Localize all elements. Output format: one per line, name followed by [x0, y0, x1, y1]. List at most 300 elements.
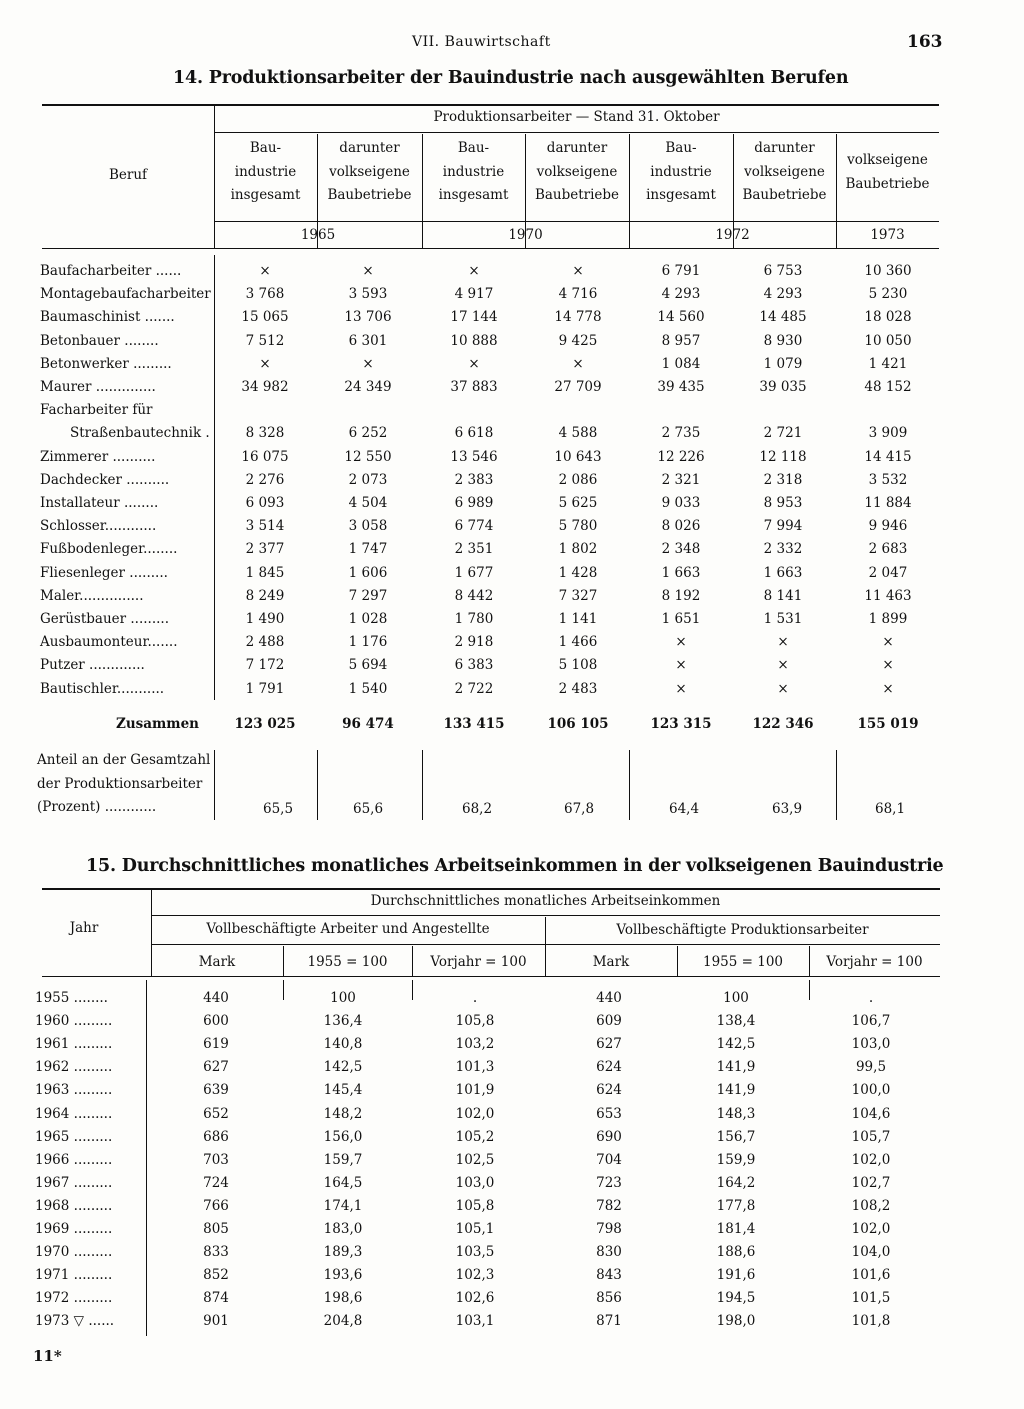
table14-cell: ×	[882, 680, 894, 697]
table15-cell: 177,8	[716, 1197, 756, 1214]
table15-cell: 102,0	[851, 1151, 891, 1168]
table14-cell: 6 252	[348, 425, 388, 442]
table14-cell: 9 946	[868, 518, 908, 535]
table14-cell: 1 651	[661, 611, 701, 627]
table15-cell: 805	[203, 1221, 229, 1237]
table15-cell: 724	[203, 1174, 229, 1191]
table14-column-header: volkseigene	[536, 163, 618, 180]
table14-stub-header: Beruf	[108, 167, 148, 183]
table15-row-year: 1970 .........	[35, 1244, 113, 1261]
table14-column-header: Baubetriebe	[742, 187, 827, 203]
table15-row-year: 1961 .........	[35, 1036, 113, 1053]
table14-cell: 4 504	[348, 495, 388, 511]
table14-total-cell: 123 025	[234, 716, 296, 732]
table14-cell: 8 442	[454, 587, 494, 604]
table15-cell: 852	[203, 1267, 229, 1284]
table14-row-label: Dachdecker ..........	[40, 471, 170, 488]
table15-cell: 901	[203, 1313, 229, 1330]
table14-cell: 1 845	[245, 564, 285, 581]
table15-cell: .	[472, 990, 478, 1006]
table14-cell: 6 989	[454, 495, 494, 511]
table14-row-label: Montagebaufacharbeiter	[40, 286, 211, 303]
table14-cell: 16 075	[241, 448, 289, 465]
table14-cell: 2 348	[661, 541, 701, 558]
table15-cell: 142,5	[323, 1059, 363, 1076]
table14-body-vline	[214, 255, 215, 700]
table14-group-header: Produktionsarbeiter — Stand 31. Oktober	[433, 109, 720, 125]
table14-cell: 8 026	[661, 518, 701, 535]
table14-cell: 7 512	[245, 332, 285, 349]
table14-cell: 2 073	[348, 471, 388, 488]
table14-cell: 14 560	[657, 309, 705, 326]
table15-cell: 843	[596, 1267, 622, 1284]
table14-row-label: Zimmerer ..........	[40, 448, 156, 465]
table15-subcolumn-header: 1955 = 100	[307, 954, 388, 970]
table14-row-label: Maurer ..............	[40, 379, 156, 395]
table14-cell: 3 593	[348, 286, 388, 303]
table15-cell: 148,2	[323, 1105, 363, 1122]
table14-cell: 5 625	[558, 495, 598, 511]
table14-cell: 48 152	[864, 379, 912, 395]
table14-cell: 13 546	[450, 448, 498, 465]
table14-share-vline	[836, 750, 837, 820]
chapter-title: VII. Bauwirtschaft	[412, 34, 551, 50]
table14-cell: ×	[675, 634, 687, 651]
table14-column-header: darunter	[339, 140, 400, 156]
table15-cell: 193,6	[323, 1267, 363, 1284]
table14-total-cell: 106 105	[547, 716, 609, 732]
table14-total-cell: 122 346	[752, 716, 814, 732]
table15-subcolumn-header: Vorjahr = 100	[826, 954, 923, 970]
table15-cell: 188,6	[716, 1244, 756, 1261]
table14-cell: ×	[882, 634, 894, 651]
table15-cell: 204,8	[323, 1313, 363, 1330]
table14-cell: 13 706	[344, 309, 392, 326]
table14-row-label: Baufacharbeiter ......	[40, 263, 182, 279]
table14-share-vline	[317, 750, 318, 820]
table15-row-year: 1969 .........	[35, 1221, 113, 1237]
table15-cell: 102,6	[455, 1290, 495, 1307]
table14-cell: ×	[675, 657, 687, 674]
table14-cell: 2 377	[245, 541, 285, 558]
table15-cell: 108,2	[851, 1197, 891, 1214]
table15-cell: 183,0	[323, 1221, 363, 1237]
table15-cell: 106,7	[851, 1013, 891, 1030]
table14-cell: 2 683	[868, 541, 908, 558]
table15-cell: 830	[596, 1244, 622, 1261]
table14-cell: 2 318	[763, 471, 803, 488]
table15-cell: 627	[203, 1059, 229, 1076]
table14-cell: ×	[468, 263, 480, 279]
table14-column-header: industrie	[442, 163, 505, 180]
table15-cell: 690	[596, 1128, 622, 1145]
table14-cell: 34 982	[241, 379, 289, 395]
table14-cell: 15 065	[241, 309, 289, 326]
table14-cell: 5 780	[558, 518, 598, 535]
table14-cell: 2 735	[661, 425, 701, 442]
table14-column-header: Baubetriebe	[534, 187, 620, 203]
table15-row-year: 1963 .........	[35, 1082, 113, 1099]
table15-subcolumn-header: 1955 = 100	[702, 954, 784, 970]
table14-column-header: Baubetriebe	[845, 175, 930, 192]
table15-row-year: 1973 ▽ ......	[35, 1313, 115, 1330]
table14-column-header: volkseigene	[847, 152, 928, 168]
table14-cell: 27 709	[554, 379, 602, 395]
table15-cell: 624	[596, 1082, 622, 1099]
table14-column-header: Baubetriebe	[327, 187, 412, 203]
table14-year-header: 1972	[715, 227, 750, 243]
table15-cell: 174,1	[323, 1197, 363, 1214]
table15-row-year: 1962 .........	[35, 1059, 113, 1076]
table15-cell: 100	[723, 990, 749, 1006]
table15-top-rule	[42, 888, 940, 890]
table14-cell: ×	[675, 680, 687, 697]
table14-year-header: 1965	[300, 227, 336, 243]
table15-cell: 194,5	[716, 1290, 756, 1307]
table14-total-cell: 133 415	[443, 716, 505, 732]
table14-column-header: insgesamt	[646, 187, 716, 203]
table15-cell: 101,5	[851, 1290, 891, 1307]
table14-cell: 4 588	[558, 425, 598, 442]
table15-cell: 164,5	[323, 1174, 363, 1191]
table15-cell: .	[868, 990, 874, 1006]
table15-cell: 766	[203, 1197, 229, 1214]
table15-group-header: Vollbeschäftigte Produktionsarbeiter	[616, 922, 869, 938]
table15-cell: 198,6	[323, 1290, 363, 1307]
table15-cell: 105,8	[455, 1013, 495, 1030]
table15-cell: 798	[596, 1221, 622, 1237]
table14-cell: 18 028	[864, 309, 912, 326]
table14-cell: ×	[362, 263, 374, 279]
table14-cell: 10 888	[450, 332, 498, 349]
table15-cell: 105,7	[851, 1128, 891, 1145]
table14-cell: 1 780	[454, 611, 494, 627]
table14-row-label: Straßenbautechnik .	[70, 425, 210, 442]
table14-column-header: volkseigene	[329, 163, 410, 180]
table14-year-header: 1970	[508, 227, 543, 243]
table15-cell: 138,4	[716, 1013, 756, 1030]
table15-cell: 833	[203, 1244, 229, 1261]
table14-cell: 24 349	[344, 379, 392, 395]
table15-group-header: Vollbeschäftigte Arbeiter und Angestellte	[206, 921, 490, 937]
table14-cell: 4 716	[558, 286, 598, 303]
table15-body-vline	[283, 980, 284, 1000]
table15-cell: 189,3	[323, 1244, 363, 1261]
table15-cell: 104,6	[851, 1105, 891, 1122]
table14-share-cell: 63,9	[772, 801, 803, 817]
table14-column-header: darunter	[754, 140, 815, 156]
table14-cell: 1 791	[245, 680, 285, 697]
table15-cell: 652	[203, 1105, 229, 1122]
table15-row-year: 1960 .........	[35, 1013, 113, 1030]
table14-cell: 2 047	[868, 564, 908, 581]
table15-cell: 723	[596, 1174, 622, 1191]
table15-cell: 619	[203, 1036, 229, 1053]
table14-cell: ×	[259, 263, 271, 279]
table14-cell: 1 466	[558, 634, 598, 651]
table14-cell: 12 226	[657, 448, 705, 465]
table15-row-year: 1964 .........	[35, 1105, 113, 1122]
table14-cell: 7 297	[348, 587, 388, 604]
table15-top-header-rule	[151, 915, 940, 916]
table14-cell: 2 918	[454, 634, 494, 651]
table15-cell: 164,2	[716, 1174, 756, 1191]
table14-cell: 6 791	[661, 263, 701, 279]
table15-row-year: 1968 .........	[35, 1197, 113, 1214]
table15-cell: 104,0	[851, 1244, 891, 1261]
table15-cell: 99,5	[855, 1059, 887, 1076]
table14-cell: 8 953	[763, 495, 803, 511]
table14-cell: 2 383	[454, 471, 494, 488]
table14-cell: 1 663	[763, 564, 803, 581]
table15-stub-header: Jahr	[69, 920, 99, 936]
table15-cell: 140,8	[323, 1036, 363, 1053]
table14-column-header: industrie	[650, 163, 712, 180]
table14-cell: 6 774	[454, 518, 494, 535]
table14-row-label: Fußbodenleger........	[40, 541, 178, 558]
table14-row-label: Baumaschinist .......	[40, 309, 175, 326]
table14-cell: ×	[777, 634, 789, 651]
table14-share-cell: 64,4	[669, 801, 700, 817]
table15-cell: 627	[596, 1036, 622, 1053]
table14-total-cell: 155 019	[857, 716, 919, 732]
table14-cell: 1 531	[763, 611, 803, 627]
table15-cell: 181,4	[716, 1221, 756, 1237]
table15-cell: 141,9	[716, 1059, 756, 1076]
table15-body-vline	[412, 980, 413, 1000]
table15-cell: 103,0	[455, 1174, 495, 1191]
table14-row-label: Maler...............	[40, 587, 144, 604]
table15-cell: 159,9	[716, 1151, 756, 1168]
table14-row-label: Putzer .............	[40, 657, 145, 674]
table14-total-label: Zusammen	[116, 716, 199, 732]
table14-cell: 1 428	[558, 564, 598, 581]
table15-cell: 102,0	[851, 1221, 891, 1237]
table14-column-header: industrie	[234, 163, 297, 180]
table14-cell: 10 360	[864, 263, 912, 279]
table15-row-year: 1967 .........	[35, 1174, 113, 1191]
table14-cell: 8 192	[661, 587, 701, 604]
table14-column-header: Bau-	[665, 140, 697, 156]
table15-cell: 653	[596, 1105, 622, 1122]
table14-cell: 7 172	[245, 657, 285, 674]
table15-cell: 105,1	[455, 1221, 495, 1237]
table15-subcolumn-header: Vorjahr = 100	[430, 954, 527, 970]
table14-cell: 1 141	[558, 611, 598, 627]
table14-cell: 1 899	[868, 611, 908, 627]
table14-cell: ×	[777, 657, 789, 674]
table15-cell: 103,5	[455, 1244, 495, 1261]
table15-cell: 159,7	[323, 1151, 363, 1168]
table15-cell: 191,6	[716, 1267, 756, 1284]
table15-cell: 703	[203, 1151, 229, 1168]
table14-cell: 3 768	[245, 286, 285, 303]
table14-top-rule	[42, 104, 939, 106]
table14-cell: 1 540	[348, 680, 388, 697]
table15-cell: 101,9	[455, 1082, 495, 1099]
table15-cell: 142,5	[716, 1036, 756, 1053]
table14-column-header: Bau-	[457, 140, 490, 156]
table14-column-header: volkseigene	[744, 163, 825, 180]
table15-cell: 100	[330, 990, 356, 1006]
table14-cell: 11 884	[864, 495, 912, 511]
table15-cell: 141,9	[716, 1082, 756, 1099]
table14-cell: 4 293	[763, 286, 803, 303]
table14-cell: 6 093	[245, 495, 285, 511]
sheet-signature: 11*	[33, 1347, 62, 1365]
table15-cell: 704	[596, 1151, 622, 1168]
table14-cell: ×	[572, 355, 584, 372]
table14-row-label: Facharbeiter für	[40, 402, 153, 419]
table15-cell: 639	[203, 1082, 229, 1099]
table14-cell: 2 086	[558, 471, 598, 488]
table14-cell: 3 909	[868, 425, 908, 442]
table14-head-bottom-rule	[42, 248, 939, 249]
table14-cell: 4 917	[454, 286, 494, 303]
table15-cell: 874	[203, 1290, 229, 1307]
table14-row-label: Installateur ........	[40, 495, 159, 511]
table14-column-header: darunter	[546, 140, 608, 156]
table14-row-label: Ausbaumonteur.......	[40, 634, 178, 651]
table14-cell: 14 415	[864, 448, 912, 465]
table14-cell: 4 293	[661, 286, 701, 303]
table14-cell: 6 383	[454, 657, 494, 674]
table15-cell: 101,6	[851, 1267, 891, 1284]
table14-cell: ×	[468, 355, 480, 372]
table14-total-cell: 123 315	[650, 716, 712, 732]
table14-group-rule	[214, 132, 939, 133]
table14-cell: 6 618	[454, 425, 494, 442]
table15-top-header: Durchschnittliches monatliches Arbeitseinkommen	[370, 893, 721, 909]
table14-cell: 1 421	[868, 355, 908, 372]
table14-cell: 1 802	[558, 541, 598, 558]
table14-cell: 2 321	[661, 471, 701, 488]
table15-cell: 440	[203, 990, 229, 1006]
table15-cell: 101,3	[455, 1059, 495, 1076]
table14-cell: 1 079	[763, 355, 803, 372]
table15-cell: 686	[203, 1128, 229, 1145]
page-number: 163	[907, 32, 943, 52]
table14-cell: 8 328	[245, 425, 285, 442]
table14-cell: ×	[259, 355, 271, 372]
table14-cell: 3 058	[348, 518, 388, 535]
table14-cell: 1 176	[348, 634, 388, 651]
table14-cell: ×	[882, 657, 894, 674]
table14-row-label: Betonwerker .........	[40, 355, 172, 372]
table15-cell: 103,0	[851, 1036, 891, 1053]
table14-cell: 39 035	[759, 379, 807, 395]
table14-cell: 8 957	[661, 332, 701, 349]
table14-cell: 1 663	[661, 564, 701, 581]
table15-cell: 101,8	[851, 1313, 891, 1330]
table15-cell: 782	[596, 1197, 622, 1214]
table14-share-cell: 68,1	[875, 801, 906, 817]
table14-cell: 1 490	[245, 611, 285, 627]
table14-share-cell: 65,6	[353, 801, 384, 817]
table15-subcolumn-header: Mark	[592, 954, 630, 970]
table14-cell: ×	[362, 355, 374, 372]
table14-cell: 5 108	[558, 657, 598, 674]
table14-cell: 2 483	[558, 680, 598, 697]
table14-title: 14. Produktionsarbeiter der Bauindustrie nach ausgewählten Berufen	[173, 68, 849, 88]
table14-cell: 9 425	[558, 332, 598, 349]
table15-cell: 145,4	[323, 1082, 363, 1099]
table14-cell: ×	[572, 263, 584, 279]
table14-cell: 8 930	[763, 332, 803, 349]
table14-cell: 12 550	[344, 448, 392, 465]
table14-share-cell: 65,5	[263, 801, 294, 817]
table14-share-label: (Prozent) ............	[37, 799, 157, 815]
table15-cell: 105,8	[455, 1197, 495, 1214]
table14-cell: 1 747	[348, 541, 388, 558]
table15-cell: 102,3	[455, 1267, 495, 1284]
table14-cell: 3 532	[868, 471, 908, 488]
table15-row-year: 1972 .........	[35, 1290, 113, 1307]
table14-cell: 39 435	[657, 379, 705, 395]
table15-cell: 156,0	[323, 1128, 363, 1145]
table14-cell: 12 118	[759, 448, 807, 465]
table14-cell: 10 643	[554, 448, 602, 465]
table14-cell: 2 332	[763, 541, 803, 558]
table14-cell: 2 722	[454, 680, 494, 697]
table15-cell: 105,2	[455, 1128, 495, 1145]
table15-cell: 102,5	[455, 1151, 495, 1168]
table14-cell: 5 694	[348, 657, 388, 674]
table14-row-label: Betonbauer ........	[40, 332, 159, 349]
table14-year-header: 1973	[870, 227, 905, 243]
table14-cell: 37 883	[450, 379, 498, 395]
table15-body-vline	[809, 980, 810, 1000]
table15-cell: 100,0	[851, 1082, 891, 1099]
table14-cell: 3 514	[245, 518, 285, 535]
table14-cell: 2 351	[454, 541, 494, 558]
table15-row-year: 1965 .........	[35, 1128, 113, 1145]
table14-year-rule	[214, 221, 939, 222]
table15-cell: 600	[203, 1013, 229, 1030]
table14-cell: 6 753	[763, 263, 803, 279]
table14-column-header: Bau-	[249, 140, 282, 156]
table14-cell: 2 721	[763, 425, 803, 442]
table14-share-vline	[422, 750, 423, 820]
table14-cell: 1 606	[348, 564, 388, 581]
table15-cell: 148,3	[716, 1105, 756, 1122]
table15-cell: 609	[596, 1013, 622, 1030]
table15-subcolumn-header: Mark	[198, 954, 236, 970]
table14-share-cell: 68,2	[462, 801, 493, 817]
table14-cell: 9 033	[661, 495, 701, 511]
table14-share-label: der Produktionsarbeiter	[37, 775, 203, 792]
table15-cell: 856	[596, 1290, 622, 1307]
table14-total-cell: 96 474	[342, 716, 394, 732]
table14-column-header: insgesamt	[438, 187, 509, 203]
table15-cell: 136,4	[323, 1013, 363, 1030]
table15-cell: 871	[596, 1313, 622, 1330]
table15-cell: 102,7	[851, 1174, 891, 1191]
table15-row-year: 1966 .........	[35, 1151, 113, 1168]
table14-cell: 1 028	[348, 611, 388, 627]
table14-share-label: Anteil an der Gesamtzahl	[37, 752, 211, 768]
table15-title: 15. Durchschnittliches monatliches Arbeitseinkommen in der volkseigenen Bauindustrie	[86, 856, 944, 876]
table14-cell: 1 677	[454, 564, 494, 581]
table14-cell: 5 230	[868, 286, 908, 303]
table15-cell: 102,0	[455, 1105, 495, 1122]
table14-cell: 2 276	[245, 471, 285, 488]
table14-cell: 8 141	[763, 587, 803, 604]
table15-row-year: 1955 ........	[35, 990, 108, 1006]
table15-head-bottom-rule	[42, 976, 940, 977]
table15-cell: 103,1	[455, 1313, 495, 1330]
table14-row-label: Fliesenleger .........	[40, 564, 168, 581]
